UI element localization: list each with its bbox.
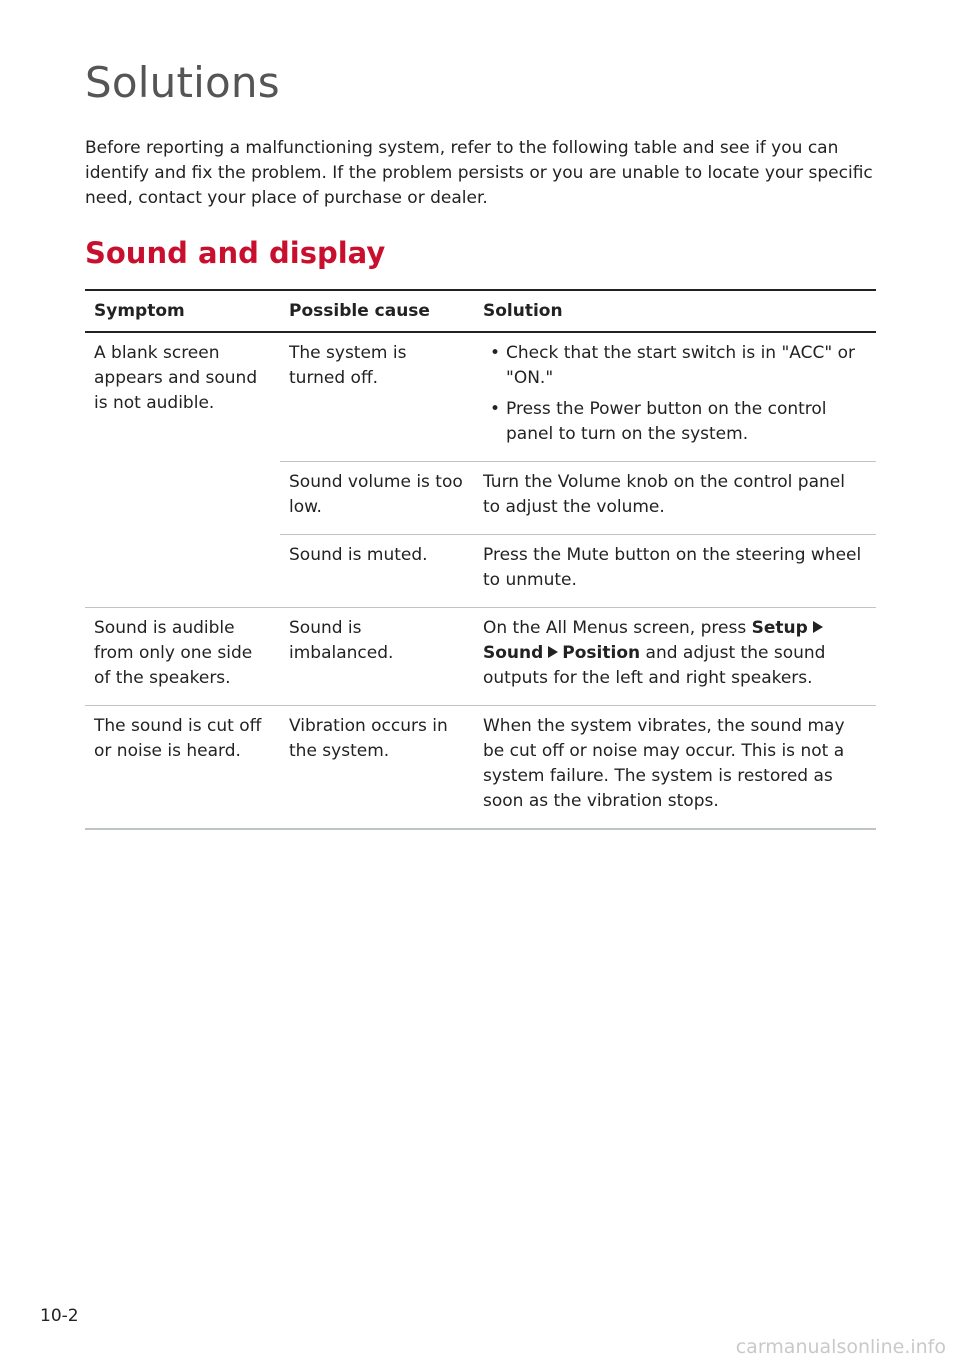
cause-cell: Sound is imbalanced.: [280, 608, 474, 706]
solution-bullet-text: Check that the start switch is in "ACC" or "ON.": [506, 343, 855, 388]
menu-position-label: Position: [562, 643, 641, 663]
table-row: [85, 332, 876, 462]
solution-bullet-item: [483, 341, 867, 391]
cause-cell: Vibration occurs in the system.: [280, 706, 474, 830]
bullet-icon: •: [490, 399, 501, 419]
solution-bullet-text: Press the Power button on the control panel to turn on the system.: [506, 399, 827, 444]
menu-setup-label: Setup: [751, 618, 808, 638]
header-possible-cause: Possible cause: [280, 290, 474, 332]
page-title: Solutions: [85, 58, 280, 107]
symptom-cell: A blank screen appears and sound is not audible.: [85, 332, 280, 608]
table-header-row: [85, 290, 876, 332]
solution-cell: [474, 332, 876, 462]
header-symptom: Symptom: [85, 290, 280, 332]
solution-cell: Turn the Volume knob on the control panel to adjust the volume.: [474, 462, 876, 535]
table-row: [85, 608, 876, 706]
intro-paragraph: Before reporting a malfunctioning system, refer to the following table and see if you can identify and fix the problem. If the problem persists or you are unable to locate your specific need, contact your place of purchase or dealer.: [85, 138, 873, 208]
right-triangle-icon: [548, 646, 558, 658]
solution-cell: Press the Mute button on the steering wheel to unmute.: [474, 535, 876, 608]
right-triangle-icon: [813, 621, 823, 633]
troubleshooting-table: [85, 289, 876, 830]
solution-bullet-list: [483, 341, 867, 447]
table-row: [85, 706, 876, 830]
section-title: Sound and display: [85, 236, 386, 270]
header-solution: Solution: [474, 290, 876, 332]
page-number: 10-2: [40, 1306, 79, 1326]
symptom-cell: Sound is audible from only one side of the speakers.: [85, 608, 280, 706]
troubleshooting-table-container: [85, 289, 876, 830]
cause-cell: Sound is muted.: [280, 535, 474, 608]
symptom-cell: The sound is cut off or noise is heard.: [85, 706, 280, 830]
cause-cell: The system is turned off.: [280, 332, 474, 462]
solution-text-prefix: On the All Menus screen, press: [483, 618, 747, 638]
solution-text-suffix: and adjust the sound outputs for the left and right speakers.: [483, 643, 826, 688]
watermark: carmanualsonline.info: [735, 1336, 946, 1358]
solution-cell: [474, 608, 876, 706]
menu-sound-label: Sound: [483, 643, 544, 663]
solution-cell: When the system vibrates, the sound may be cut off or noise may occur. This is not a system failure. The system is restored as soon as the vibration stops.: [474, 706, 876, 830]
cause-cell: Sound volume is too low.: [280, 462, 474, 535]
solution-bullet-item: [483, 397, 867, 447]
bullet-icon: •: [490, 343, 501, 363]
